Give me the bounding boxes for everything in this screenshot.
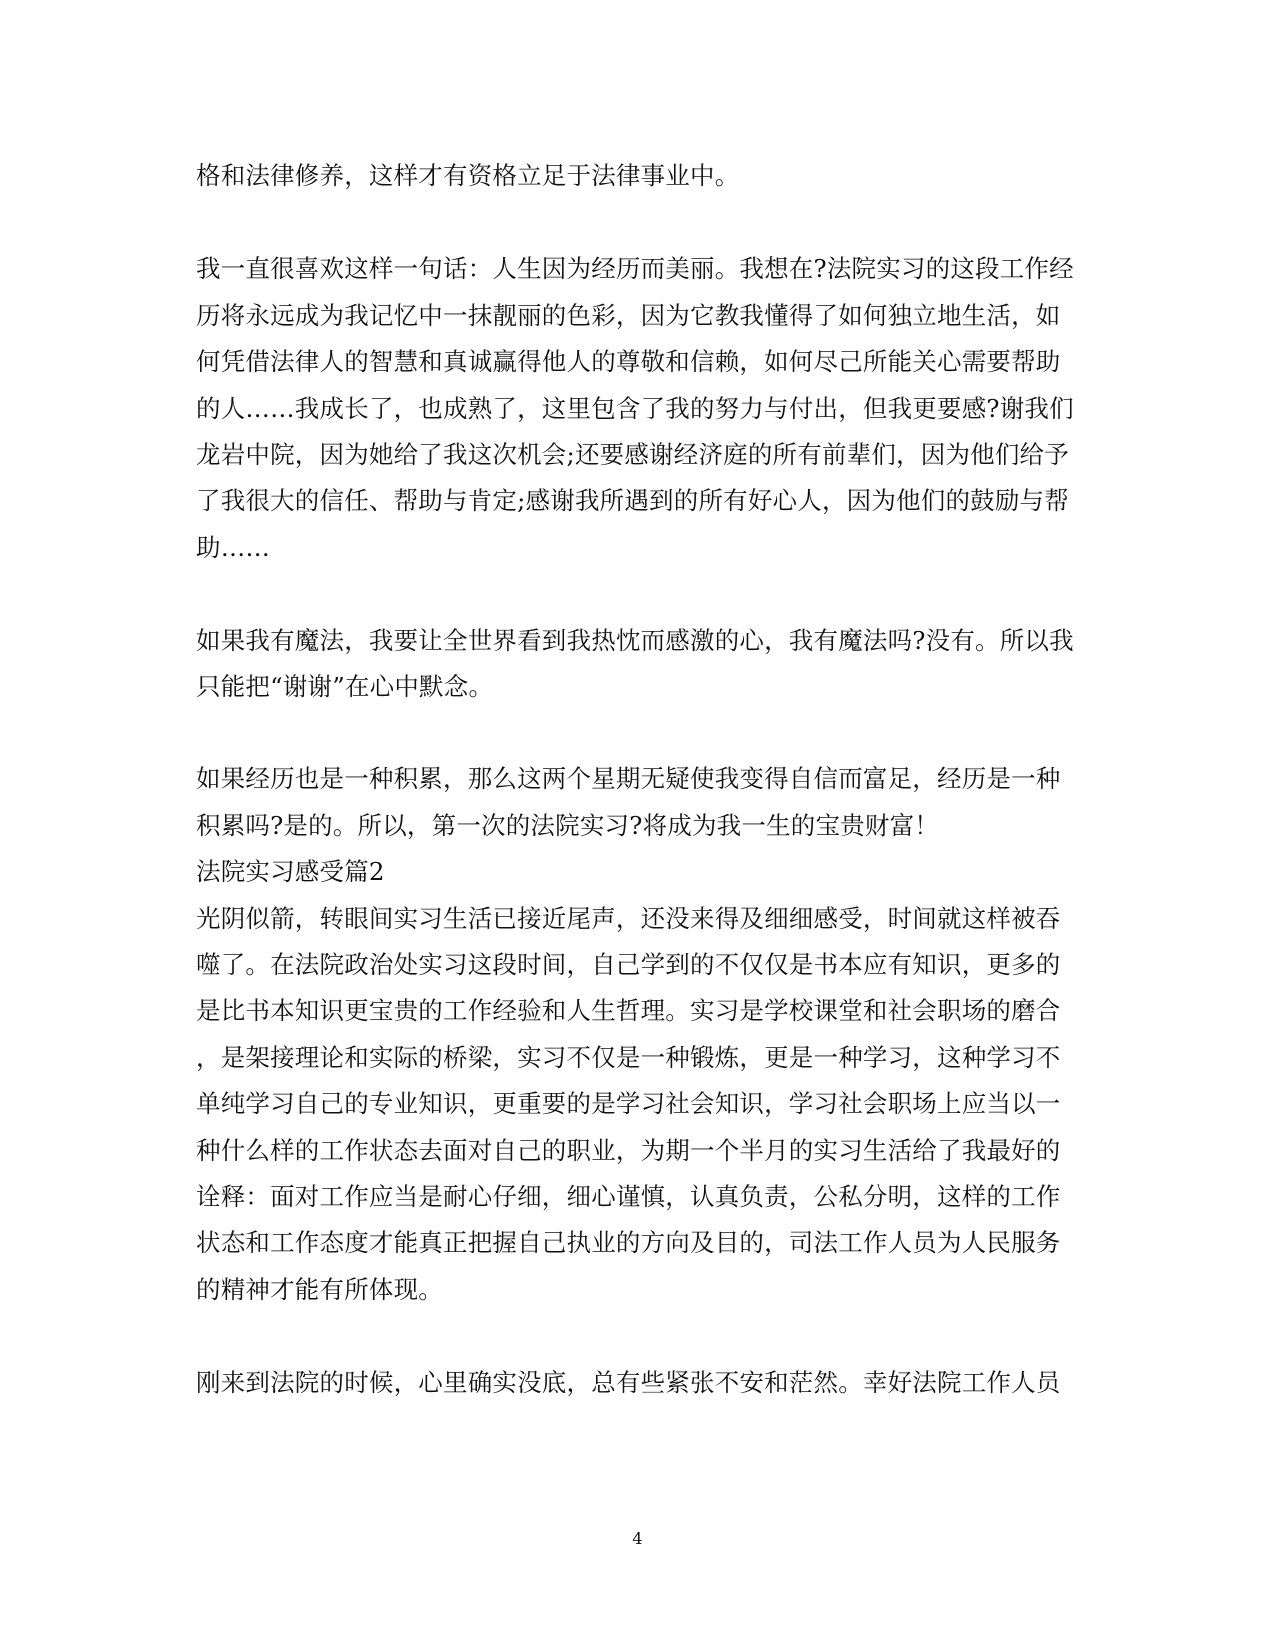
text-line: 种什么样的工作状态去面对自己的职业，为期一个半月的实习生活给了我最好的 bbox=[196, 1136, 1061, 1165]
text-line: 我一直很喜欢这样一句话：人生因为经历而美丽。我想在?法院实习的这段工作经 bbox=[196, 254, 1074, 283]
text-line: 单纯学习自己的专业知识，更重要的是学习社会知识，学习社会职场上应当以一 bbox=[196, 1089, 1061, 1118]
text-line: 历将永远成为我记忆中一抹靓丽的色彩，因为它教我懂得了如何独立地生活，如 bbox=[196, 301, 1061, 330]
text-line: 状态和工作态度才能真正把握自己执业的方向及目的，司法工作人员为人民服务 bbox=[196, 1228, 1061, 1257]
text-line: 如果经历也是一种积累，那么这两个星期无疑使我变得自信而富足，经历是一种 bbox=[196, 764, 1061, 793]
page-number: 4 bbox=[632, 1529, 643, 1548]
section-heading: 法院实习感受篇2 bbox=[196, 857, 385, 886]
text-line: 的精神才能有所体现。 bbox=[196, 1275, 443, 1304]
text-line: 只能把“谢谢”在心中默念。 bbox=[196, 672, 494, 701]
text-line: 龙岩中院，因为她给了我这次机会;还要感谢经济庭的所有前辈们，因为他们给予 bbox=[196, 440, 1069, 469]
text-line: 刚来到法院的时候，心里确实没底，总有些紧张不安和茫然。幸好法院工作人员 bbox=[196, 1368, 1061, 1397]
text-line: 是比书本知识更宝贵的工作经验和人生哲理。实习是学校课堂和社会职场的磨合 bbox=[196, 996, 1061, 1025]
text-line: 诠释：面对工作应当是耐心仔细，细心谨慎，认真负责，公私分明，这样的工作 bbox=[196, 1182, 1061, 1211]
text-line: 的人……我成长了，也成熟了，这里包含了我的努力与付出，但我更要感?谢我们 bbox=[196, 394, 1074, 423]
text-line: 如果我有魔法，我要让全世界看到我热忱而感激的心，我有魔法吗?没有。所以我 bbox=[196, 626, 1074, 655]
text-line: 助…… bbox=[196, 533, 271, 562]
text-line: 了我很大的信任、帮助与肯定;感谢我所遇到的所有好心人，因为他们的鼓励与帮 bbox=[196, 486, 1069, 515]
text-line: 格和法律修养，这样才有资格立足于法律事业中。 bbox=[196, 161, 740, 190]
text-line: 积累吗?是的。所以，第一次的法院实习?将成为我一生的宝贵财富！ bbox=[196, 811, 939, 840]
text-line: 何凭借法律人的智慧和真诚赢得他人的尊敬和信赖，如何尽己所能关心需要帮助 bbox=[196, 347, 1061, 376]
text-line: 噬了。在法院政治处实习这段时间，自己学到的不仅仅是书本应有知识，更多的 bbox=[196, 950, 1061, 979]
text-line: 光阴似箭，转眼间实习生活已接近尾声，还没来得及细细感受，时间就这样被吞 bbox=[196, 904, 1061, 933]
text-line: ，是架接理论和实际的桥梁，实习不仅是一种锻炼，更是一种学习，这种学习不 bbox=[196, 1043, 1061, 1072]
